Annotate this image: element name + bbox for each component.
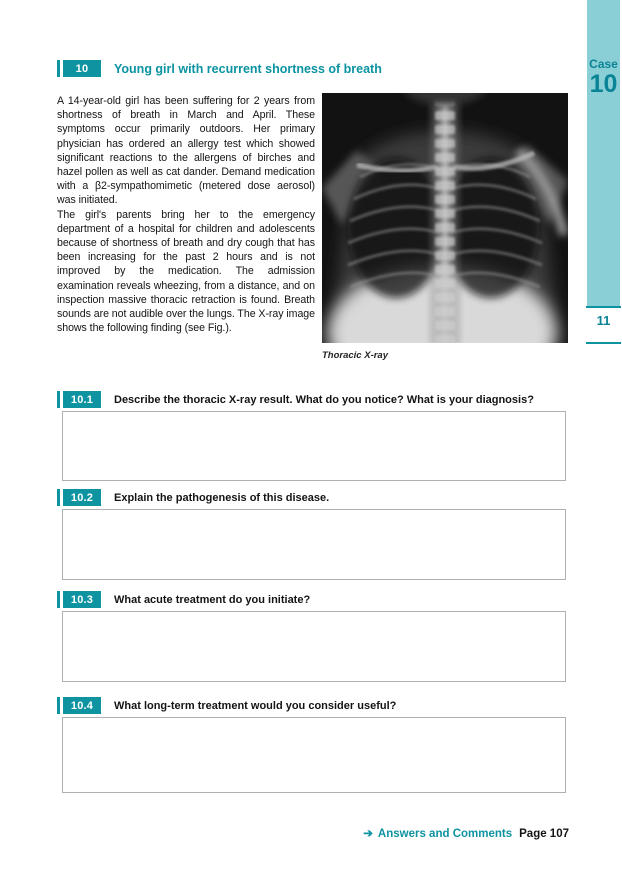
sidebar-rule-top: [586, 306, 621, 308]
case-header: [57, 59, 382, 78]
accent-bar: [57, 391, 60, 408]
accent-bar: [57, 591, 60, 608]
question-number-badge: 10.4: [63, 697, 101, 714]
case-paragraph-2: The girl's parents bring her to the emergency department of a hospital for children and adolescents because of shortness of breath and dry cough that has been increasing for the past 2 hours and is not improved by the medication. The admission examination reveals wheezing, from a distance, and on inspection massive thoracic retraction is found. Breath sounds are not audible over the lungs. The X-ray image shows the following finding (see Fig.).: [57, 208, 315, 335]
question-number-badge: 10.3: [63, 591, 101, 608]
accent-bar: [57, 697, 60, 714]
arrow-right-icon: ➔: [363, 828, 373, 840]
answer-box: [62, 411, 566, 481]
question-head: [57, 489, 566, 506]
footer: [0, 826, 569, 840]
answer-box: [62, 717, 566, 793]
question-text: Describe the thoracic X-ray result. What do you notice? What is your diagnosis?: [114, 393, 534, 406]
answer-box: [62, 509, 566, 580]
answer-box: [62, 611, 566, 682]
question-text: What long-term treatment would you consider useful?: [114, 699, 397, 712]
side-tab-case-number: 10: [589, 70, 618, 98]
sidebar-rule-bottom: [586, 342, 621, 344]
question-block-4: [57, 697, 566, 793]
case-paragraph-1: A 14-year-old girl has been suffering for 2 years from shortness of breath in March and April. These symptoms occur primarily outdoors. Her primary physician has ordered an allergy test which showed significant reactions to the allergens of birches and hazel pollen as well as cat dander. Demand medication with a β2-sympathomimetic (metered dose aerosol) was initiated.: [57, 95, 315, 207]
accent-bar: [57, 489, 60, 506]
question-head: [57, 391, 566, 408]
chest-xray-image: [322, 93, 568, 343]
case-description: [57, 94, 315, 335]
accent-bar: [57, 60, 60, 77]
question-head: [57, 697, 566, 714]
question-number-badge: 10.1: [63, 391, 101, 408]
question-text: Explain the pathogenesis of this disease.: [114, 491, 330, 504]
question-block-1: [57, 391, 566, 481]
page-number: 11: [596, 313, 611, 328]
question-block-3: [57, 591, 566, 682]
chest-xray-illustration: [322, 93, 568, 343]
answers-and-comments-link[interactable]: Answers and Comments: [377, 828, 513, 840]
question-number-badge: 10.2: [63, 489, 101, 506]
case-number-badge: 10: [63, 60, 101, 77]
figure: [322, 93, 568, 361]
side-tab-case-label: Case: [589, 57, 618, 71]
question-head: [57, 591, 566, 608]
question-block-2: [57, 489, 566, 580]
figure-caption: Thoracic X-ray: [322, 350, 388, 361]
question-text: What acute treatment do you initiate?: [114, 593, 311, 606]
case-title: Young girl with recurrent shortness of breath: [114, 61, 382, 76]
case-side-tab: [587, 0, 620, 306]
answers-page-reference: Page 107: [519, 828, 569, 840]
